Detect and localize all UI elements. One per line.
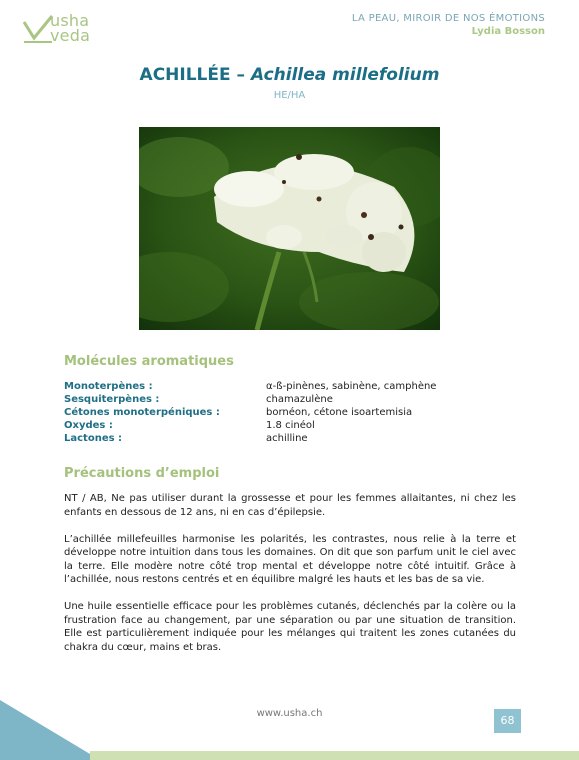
molecule-row <box>64 393 524 406</box>
page-subtitle: HE/HA <box>273 90 306 101</box>
logo <box>22 11 102 48</box>
molecule-row <box>64 380 524 393</box>
logo-word-usha: usha <box>50 11 90 30</box>
molecule-row <box>64 406 524 419</box>
molecule-value: achilline <box>266 433 308 444</box>
footer-url: www.usha.ch <box>256 708 323 719</box>
page-number: 68 <box>494 709 521 733</box>
running-header <box>352 13 545 37</box>
logo-text <box>50 13 90 43</box>
molecules-table <box>64 380 524 445</box>
molecule-value: 1.8 cinéol <box>266 420 315 431</box>
molecules-heading: Molécules aromatiques <box>64 354 234 369</box>
logo-word-veda: veda <box>50 26 91 45</box>
molecule-category: Cétones monoterpéniques : <box>64 407 220 418</box>
molecule-category: Sesquiterpènes : <box>64 394 160 405</box>
flower-illustration <box>139 127 440 330</box>
molecule-value: α-ß-pinènes, sabinène, camphène <box>266 381 437 392</box>
book-title: LA PEAU, MIROIR DE NOS ÉMOTIONS <box>351 13 545 24</box>
molecule-category: Monoterpènes : <box>64 381 153 392</box>
title-latin-name: Achillea millefolium <box>250 65 440 85</box>
footer-bar <box>90 751 579 760</box>
precautions-body <box>64 492 516 668</box>
body-paragraph: NT / AB, Ne pas utiliser durant la grossesse et pour les femmes allaitantes, ni chez les enfants en dessous de 12 ans, ni en cas d’épilepsie. <box>64 493 516 518</box>
corner-decoration <box>0 690 100 760</box>
title-common-name: ACHILLÉE – <box>139 65 251 85</box>
body-paragraph: L’achillée millefeuilles harmonise les polarités, les contrastes, nous relie à la terre et développe notre intuition dans tous les domaines. On dit que son parfum unit le ciel avec la terre. Elle modère notre côté trop mental et développe notre côté intuitif. Grâce à l’achillée, nous restons centrés et en équilibre malgré les hauts et les bas de sa vie. <box>64 533 516 585</box>
molecule-category: Lactones : <box>64 433 123 444</box>
precautions-heading: Précautions d’emploi <box>64 466 220 481</box>
page-title <box>0 65 579 85</box>
molecule-row <box>64 419 524 432</box>
molecule-category: Oxydes : <box>64 420 113 431</box>
body-paragraph: Une huile essentielle efficace pour les problèmes cutanés, déclenchés par la colère ou la frustration face au changement, par une séparation ou par une situation de transition. Elle est particulièrement indiquée pour les mélanges qui traitent les zones cutanées du chakra du cœur, mains et bras. <box>64 601 516 653</box>
author-name: Lydia Bosson <box>471 26 545 37</box>
molecule-value: chamazulène <box>266 394 333 405</box>
yarrow-flower-photo <box>139 127 440 330</box>
molecule-value: bornéon, cétone isoartemisia <box>266 407 413 418</box>
molecule-row <box>64 432 524 445</box>
